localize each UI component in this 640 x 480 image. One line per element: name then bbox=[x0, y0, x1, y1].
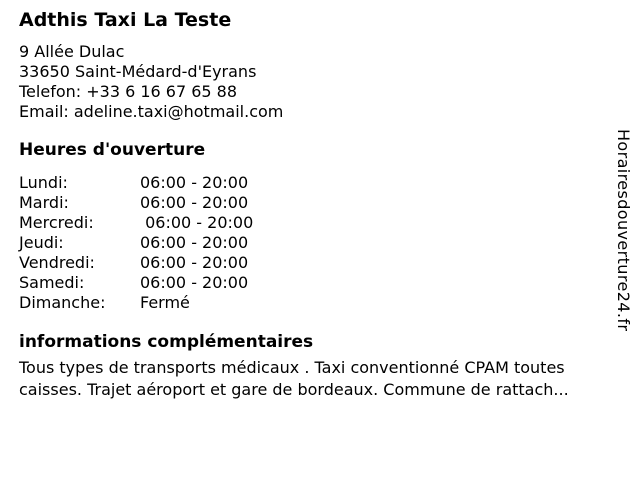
email-line: Email: adeline.taxi@hotmail.com bbox=[19, 102, 284, 121]
day-label: Samedi: bbox=[19, 273, 85, 292]
hours-heading: Heures d'ouverture bbox=[19, 140, 206, 160]
hours-row-monday bbox=[19, 173, 640, 193]
day-label: Mercredi: bbox=[19, 213, 94, 232]
hours-row-friday bbox=[19, 253, 640, 273]
address-block bbox=[19, 42, 640, 122]
day-label: Vendredi: bbox=[19, 253, 95, 272]
day-label: Dimanche: bbox=[19, 293, 106, 312]
hours-row-sunday bbox=[19, 293, 640, 313]
address-street: 9 Allée Dulac bbox=[19, 42, 125, 61]
hours-row-saturday bbox=[19, 273, 640, 293]
day-hours: 06:00 - 20:00 bbox=[140, 193, 249, 212]
info-line: Tous types de transports médicaux . Taxi conventionné CPAM toutes bbox=[19, 358, 565, 377]
phone-line: Telefon: +33 6 16 67 65 88 bbox=[19, 82, 238, 101]
hours-table bbox=[19, 173, 640, 313]
day-hours: 06:00 - 20:00 bbox=[140, 253, 249, 272]
page-title: Adthis Taxi La Teste bbox=[19, 9, 232, 31]
hours-row-tuesday bbox=[19, 193, 640, 213]
day-hours: Fermé bbox=[140, 293, 190, 312]
hours-row-wednesday bbox=[19, 213, 640, 233]
day-label: Mardi: bbox=[19, 193, 69, 212]
day-hours: 06:00 - 20:00 bbox=[140, 173, 249, 192]
hours-row-thursday bbox=[19, 233, 640, 253]
day-hours: 06:00 - 20:00 bbox=[140, 213, 254, 232]
site-watermark: Horairesdouverture24.fr bbox=[614, 129, 633, 332]
day-label: Lundi: bbox=[19, 173, 68, 192]
additional-info-heading: informations complémentaires bbox=[19, 332, 314, 352]
day-hours: 06:00 - 20:00 bbox=[140, 273, 249, 292]
day-label: Jeudi: bbox=[19, 233, 64, 252]
additional-info-paragraph bbox=[19, 357, 640, 401]
address-city: 33650 Saint-Médard-d'Eyrans bbox=[19, 62, 257, 81]
day-hours: 06:00 - 20:00 bbox=[140, 233, 249, 252]
info-line: caisses. Trajet aéroport et gare de bordeaux. Commune de rattach... bbox=[19, 380, 569, 399]
